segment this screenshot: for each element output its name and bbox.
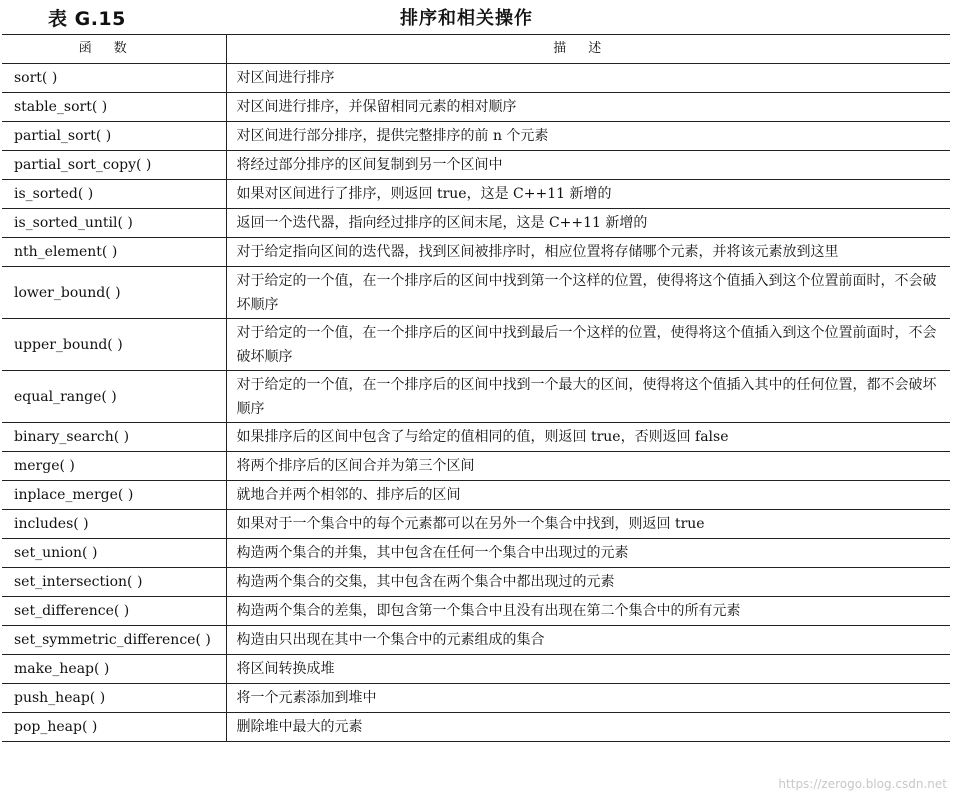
function-name: set_symmetric_difference( ) bbox=[2, 626, 226, 655]
table-row bbox=[2, 64, 950, 93]
function-description: 返回一个迭代器，指向经过排序的区间末尾，这是 C++11 新增的 bbox=[226, 209, 950, 238]
function-description: 删除堆中最大的元素 bbox=[226, 713, 950, 742]
table-row bbox=[2, 423, 950, 452]
function-name: inplace_merge( ) bbox=[2, 481, 226, 510]
table-row bbox=[2, 151, 950, 180]
table-row bbox=[2, 180, 950, 209]
table-row bbox=[2, 481, 950, 510]
function-description-text: 对于给定的一个值，在一个排序后的区间中找到第一个这样的位置，使得将这个值插入到这个位置前面时，不会破坏顺序 bbox=[236, 272, 937, 313]
function-name: includes( ) bbox=[2, 510, 226, 539]
function-name: merge( ) bbox=[2, 452, 226, 481]
function-description: 对于给定指向区间的迭代器，找到区间被排序时，相应位置将存储哪个元素，并将该元素放到这里 bbox=[226, 238, 950, 267]
column-header-description: 描述 bbox=[226, 35, 950, 64]
table-row bbox=[2, 93, 950, 122]
function-name: sort( ) bbox=[2, 64, 226, 93]
table-row bbox=[2, 597, 950, 626]
function-name: stable_sort( ) bbox=[2, 93, 226, 122]
function-description: 如果对区间进行了排序，则返回 true，这是 C++11 新增的 bbox=[226, 180, 950, 209]
table-row bbox=[2, 122, 950, 151]
function-description: 如果排序后的区间中包含了与给定的值相同的值，则返回 true，否则返回 false bbox=[226, 423, 950, 452]
function-description: 将区间转换成堆 bbox=[226, 655, 950, 684]
function-description: 对区间进行排序 bbox=[226, 64, 950, 93]
table-row bbox=[2, 684, 950, 713]
function-name: pop_heap( ) bbox=[2, 713, 226, 742]
function-name: make_heap( ) bbox=[2, 655, 226, 684]
table-caption bbox=[0, 0, 955, 34]
function-description bbox=[226, 267, 950, 319]
function-name: equal_range( ) bbox=[2, 371, 226, 423]
function-name: upper_bound( ) bbox=[2, 319, 226, 371]
function-name: is_sorted_until( ) bbox=[2, 209, 226, 238]
watermark: https://zerogo.blog.csdn.net bbox=[778, 777, 947, 791]
function-description-text: 对于给定的一个值，在一个排序后的区间中找到最后一个这样的位置，使得将这个值插入到这个位置前面时，不会破坏顺序 bbox=[236, 324, 937, 365]
function-description: 构造两个集合的差集，即包含第一个集合中且没有出现在第二个集合中的所有元素 bbox=[226, 597, 950, 626]
function-description: 构造两个集合的并集，其中包含在任何一个集合中出现过的元素 bbox=[226, 539, 950, 568]
table-row bbox=[2, 539, 950, 568]
function-name: push_heap( ) bbox=[2, 684, 226, 713]
table-row bbox=[2, 626, 950, 655]
function-name: is_sorted( ) bbox=[2, 180, 226, 209]
function-description: 如果对于一个集合中的每个元素都可以在另外一个集合中找到，则返回 true bbox=[226, 510, 950, 539]
function-description: 对区间进行部分排序，提供完整排序的前 n 个元素 bbox=[226, 122, 950, 151]
function-description: 就地合并两个相邻的、排序后的区间 bbox=[226, 481, 950, 510]
table-row bbox=[2, 510, 950, 539]
function-description bbox=[226, 319, 950, 371]
function-description: 将两个排序后的区间合并为第三个区间 bbox=[226, 452, 950, 481]
function-description: 构造由只出现在其中一个集合中的元素组成的集合 bbox=[226, 626, 950, 655]
function-description: 将一个元素添加到堆中 bbox=[226, 684, 950, 713]
table-row bbox=[2, 371, 950, 423]
column-header-function: 函数 bbox=[2, 35, 226, 64]
function-name: set_intersection( ) bbox=[2, 568, 226, 597]
table-row bbox=[2, 655, 950, 684]
table-row bbox=[2, 267, 950, 319]
table-row bbox=[2, 568, 950, 597]
table-title: 排序和相关操作 bbox=[400, 8, 533, 29]
table-row bbox=[2, 209, 950, 238]
function-name: partial_sort_copy( ) bbox=[2, 151, 226, 180]
function-name: set_difference( ) bbox=[2, 597, 226, 626]
table-number: 表 G.15 bbox=[48, 8, 126, 30]
table-row bbox=[2, 319, 950, 371]
function-name: nth_element( ) bbox=[2, 238, 226, 267]
table-row bbox=[2, 452, 950, 481]
table-row bbox=[2, 713, 950, 742]
function-name: lower_bound( ) bbox=[2, 267, 226, 319]
table-header-row bbox=[2, 35, 950, 64]
function-description: 构造两个集合的交集，其中包含在两个集合中都出现过的元素 bbox=[226, 568, 950, 597]
function-description bbox=[226, 371, 950, 423]
table-row bbox=[2, 238, 950, 267]
function-name: binary_search( ) bbox=[2, 423, 226, 452]
function-description-text: 对于给定的一个值，在一个排序后的区间中找到一个最大的区间，使得将这个值插入其中的任何位置，都不会破坏顺序 bbox=[236, 376, 937, 417]
sorting-functions-table bbox=[2, 34, 950, 742]
function-description: 对区间进行排序，并保留相同元素的相对顺序 bbox=[226, 93, 950, 122]
function-name: set_union( ) bbox=[2, 539, 226, 568]
function-description: 将经过部分排序的区间复制到另一个区间中 bbox=[226, 151, 950, 180]
function-name: partial_sort( ) bbox=[2, 122, 226, 151]
